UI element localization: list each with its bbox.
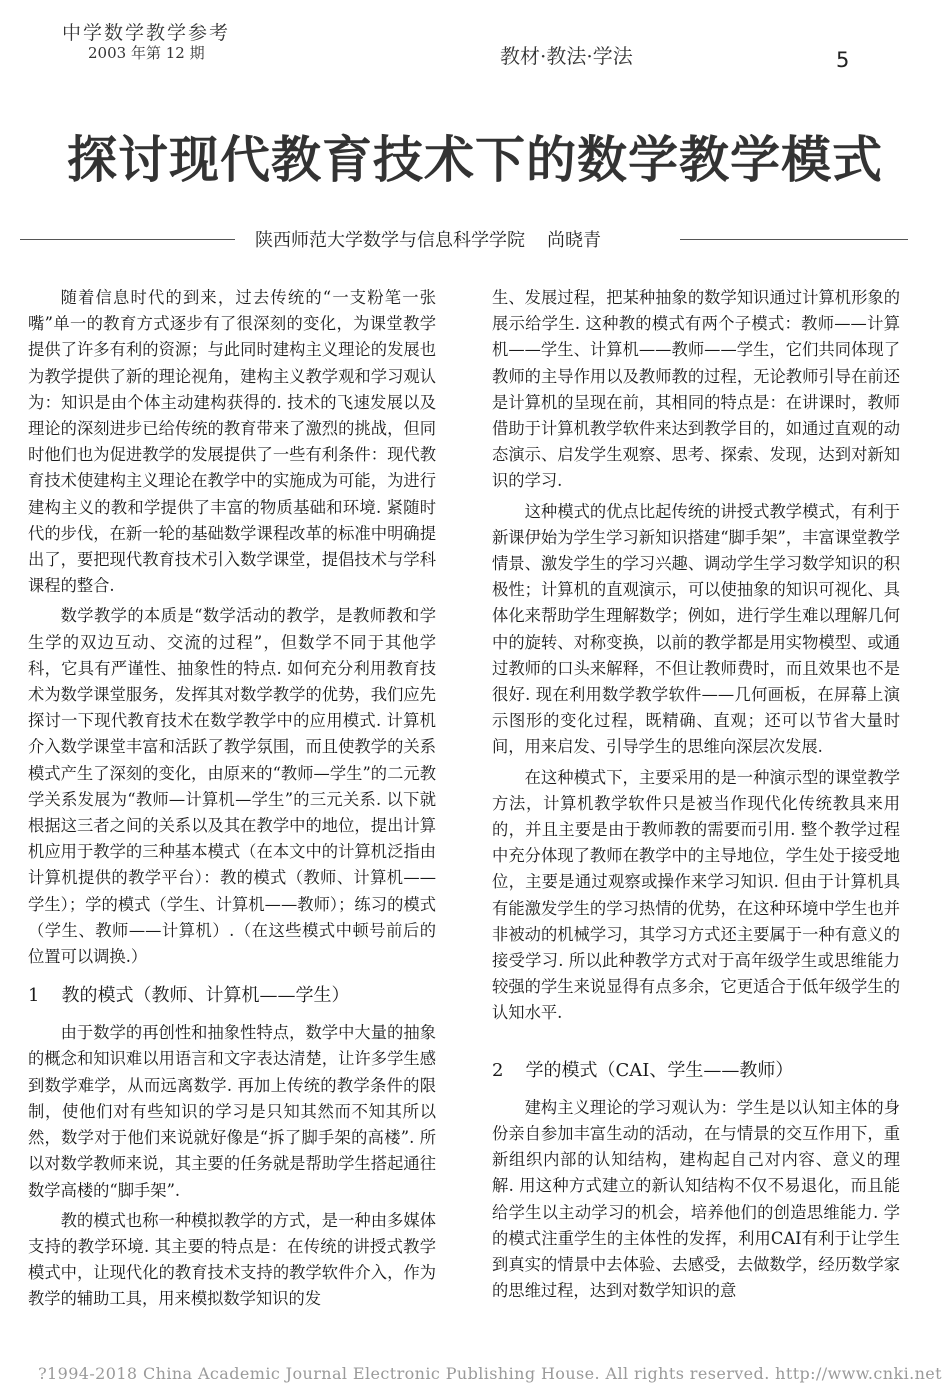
paragraph: 建构主义理论的学习观认为：学生是以认知主体的身份亲自参加丰富生动的活动，在与情景的交互作用下，重新组织内部的认知结构，建构起自己对内容、意义的理解. 用这种方式建立的新认知结构不仅不易退化，而且能给学生以主动学习的机会，培养他们的创造思维能力. 学的模式注重学生的主体性的发挥，利用CAI有利于让学生到真实的情景中去体验、去感受，去做数学，经历数学家的思维过程，达到对数学知识的意 xyxy=(492,1097,900,1301)
section-title: 教的模式（教师、计算机——学生） xyxy=(61,985,350,1007)
section-label: 教材·教法·学法 xyxy=(500,44,633,68)
divider-right xyxy=(680,239,908,240)
left-column xyxy=(28,285,436,1317)
affiliation: 陕西师范大学数学与信息科学学院 xyxy=(255,230,525,251)
paragraph: 教的模式也称一种模拟教学的方式，是一种由多媒体支持的教学环境. 其主要的特点是：在传统的讲授式教学模式中，让现代化的教育技术支持的教学软件介入，作为教学的辅助工具，用来模拟数学知识的发 xyxy=(28,1210,436,1309)
section-heading-1 xyxy=(28,982,436,1010)
right-column xyxy=(492,285,900,1308)
journal-issue: 2003 年第 12 期 xyxy=(88,44,205,62)
section-heading-2 xyxy=(492,1057,900,1085)
section-number: 1 xyxy=(28,985,40,1007)
author-name: 尚晓青 xyxy=(547,230,601,251)
paragraph: 生、发展过程，把某种抽象的数学知识通过计算机形象的展示给学生. 这种教的模式有两个子模式：教师——计算机——学生、计算机——教师——学生，它们共同体现了教师的主导作用以及教师教的过程，无论教师引导在前还是计算机的呈现在前，其相同的特点是：在讲课时，教师借助于计算机教学软件来达到教学目的，如通过直观的动态演示、启发学生观察、思考、探索、发现，达到对新知识的学习. xyxy=(492,288,900,491)
divider-left xyxy=(20,239,235,240)
paragraph: 这种模式的优点比起传统的讲授式教学模式，有利于新课伊始为学生学习新知识搭建“脚手架”，丰富课堂教学情景、激发学生的学习兴趣、调动学生学习数学知识的积极性；计算机的直观演示，可以使抽象的知识可视化、具体化来帮助学生理解数学；例如，进行学生难以理解几何中的旋转、对称变换，以前的教学都是用实物模型、或通过教师的口头来解释，不但让教师费时，而且效果也不是很好. 现在利用数学教学软件——几何画板，在屏幕上演示图形的变化过程，既精确、直观；还可以节省大量时间，用来启发、引导学生的思维向深层次发展. xyxy=(492,501,900,757)
page-number: 5 xyxy=(836,48,850,72)
paragraph: 在这种模式下，主要采用的是一种演示型的课堂教学方法，计算机教学软件只是被当作现代化传统教具来用的，并且主要是由于教师教的需要而引用. 整个教学过程中充分体现了教师在教学中的主导地位，学生处于接受地位，主要是通过观察或操作来学习知识. 但由于计算机具有能激发学生的学习热情的优势，在这种环境中学生也并非被动的机械学习，其学习方式还主要属于一种有意义的接受学习. 所以此种教学方式对于高年级学生或思维能力较强的学生来说显得有点多余，它更适合于低年级学生的认知水平. xyxy=(492,767,900,1023)
journal-name: 中学数学教学参考 xyxy=(62,22,231,44)
paragraph: 数学教学的本质是“数学活动的教学，是教师教和学生学的双边互动、交流的过程”，但数学不同于其他学科，它具有严谨性、抽象性的特点. 如何充分利用教育技术为数学课堂服务，发挥其对数学教学的优势，我们应先探讨一下现代教育技术在数学教学中的应用模式. 计算机介入数学课堂丰富和活跃了教学氛围，而且使教学的关系模式产生了深刻的变化，由原来的“教师—学生”的二元教学关系发展为“教师—计算机—学生”的三元关系. 以下就根据这三者之间的关系以及其在教学中的地位，提出计算机应用于教学的三种基本模式（在本文中的计算机泛指由计算机提供的教学平台）：教的模式（教师、计算机——学生）；学的模式（学生、计算机——教师）；练习的模式（学生、教师——计算机）.（在这些模式中顿号前后的位置可以调换.） xyxy=(28,606,436,967)
section-title: 学的模式（CAI、学生——教师） xyxy=(525,1059,794,1081)
section-number: 2 xyxy=(492,1059,504,1081)
copyright-watermark: ?1994-2018 China Academic Journal Electronic Publishing House. All rights reserved. http://www.cnki.net xyxy=(38,1364,942,1383)
paragraph: 随着信息时代的到来，过去传统的“一支粉笔一张嘴”单一的教育方式逐步有了很深刻的变化，为课堂教学提供了许多有利的资源；与此同时建构主义理论的发展也为教学提供了新的理论视角，建构主义教学观和学习观认为：知识是由个体主动建构获得的. 技术的飞速发展以及理论的深刻进步已给传统的教育带来了激烈的挑战，但同时他们也为促进教学的发展提供了一些有利条件：现代教育技术使建构主义理论在教学中的实施成为可能，为进行建构主义的教和学提供了丰富的物质基础和环境. 紧随时代的步伐，在新一轮的基础数学课程改革的标准中明确提出了，要把现代教育技术引入数学课堂，提倡技术与学科课程的整合. xyxy=(28,288,436,596)
article-title: 探讨现代教育技术下的数学教学模式 xyxy=(67,131,883,189)
affiliation-line xyxy=(255,226,601,252)
paragraph: 由于数学的再创性和抽象性特点，数学中大量的抽象的概念和知识难以用语言和文字表达清楚，让许多学生感到数学难学，从而远离数学. 再加上传统的教学条件的限制，使他们对有些知识的学习是只知其然而不知其所以然，数学对于他们来说就好像是“拆了脚手架的高楼”. 所以对数学教师来说，其主要的任务就是帮助学生搭起通往数学高楼的“脚手架”. xyxy=(28,1023,436,1200)
